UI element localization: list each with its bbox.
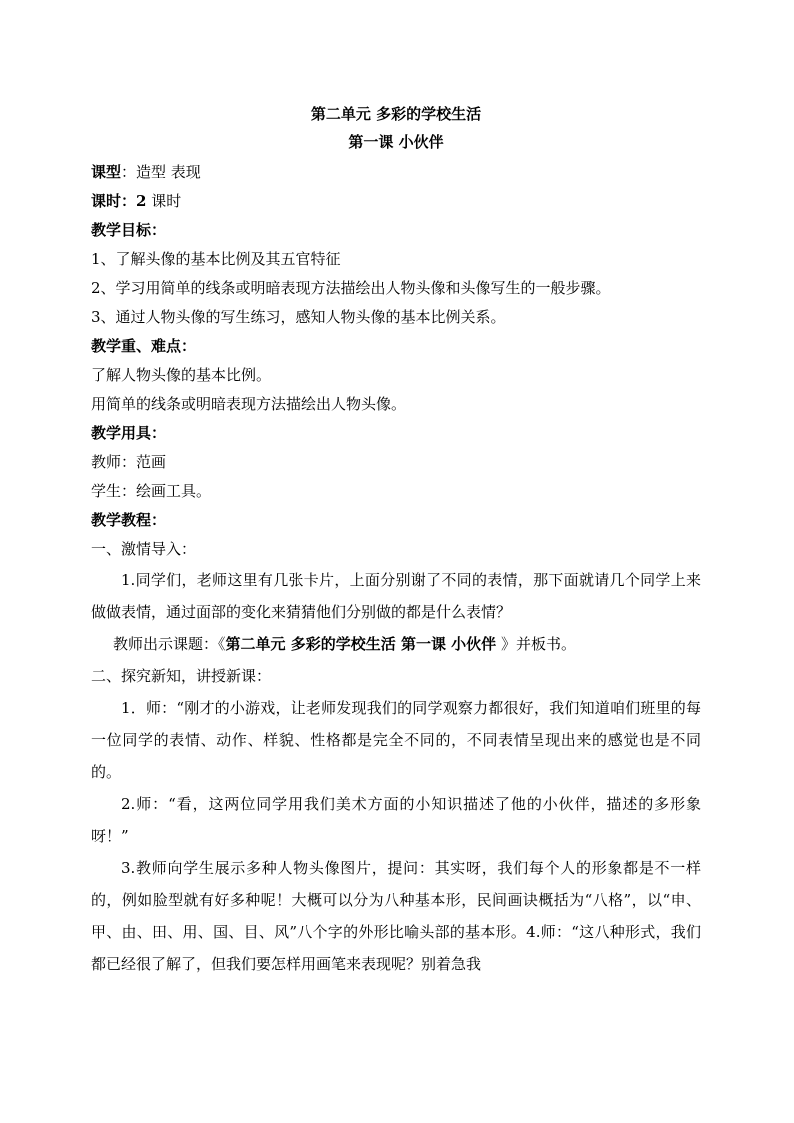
- paragraph: 2.师：“看，这两位同学用我们美术方面的小知识描述了他的小伙伴，描述的多形象呀！”: [91, 795, 701, 845]
- goal-item: 3、通过人物头像的写生练习，感知人物头像的基本比例关系。: [91, 308, 506, 326]
- paragraph: 1.同学们，老师这里有几张卡片，上面分别谢了不同的表情，那下面就请几个同学上来做做表情，通过面部的变化来猜猜他们分别做的都是什么表情？: [91, 571, 701, 621]
- topic-suffix: 》并板书。: [496, 635, 576, 653]
- lesson-hours-unit: 课时: [146, 192, 182, 210]
- goals-heading: 教学目标：: [91, 221, 167, 239]
- key-points-heading: 教学重、难点：: [91, 337, 197, 355]
- paragraph: 1．师：“刚才的小游戏，让老师发现我们的同学观察力都很好，我们知道咱们班里的每一位同学的表情、动作、样貌、性格都是完全不同的，不同表情呈现出来的感觉也是不同的。: [91, 699, 701, 781]
- section-heading: 一、激情导入：: [91, 540, 197, 558]
- lesson-hours: [91, 187, 701, 216]
- tool-item: 教师：范画: [91, 453, 167, 471]
- key-point-item: 用简单的线条或明暗表现方法描绘出人物头像。: [91, 395, 407, 413]
- lesson-title: 第一课 小伙伴: [348, 133, 444, 151]
- lesson-hours-number: 2: [136, 192, 147, 210]
- lesson-hours-label: 课时：: [91, 192, 137, 210]
- goal-item: 2、学习用简单的线条或明暗表现方法描绘出人物头像和头像写生的一般步骤。: [91, 279, 611, 297]
- paragraph: 3.教师向学生展示多种人物头像图片，提问：其实呀，我们每个人的形象都是不一样的，例如脸型就有好多种呢！大概可以分为八种基本形，民间画诀概括为“八格”，以“申、甲、由、田、用、国、目、风”八个字的外形比喻头部的基本形。4.师：“这八种形式，我们都已经很了解了，但我们要怎样用画笔来表现呢？别着急我: [91, 859, 701, 973]
- lesson-type-label: 课型: [91, 163, 122, 181]
- lesson-type-value: ：造型 表现: [121, 163, 201, 181]
- process-heading: 教学教程：: [91, 511, 167, 529]
- tool-item: 学生：绘画工具。: [91, 482, 212, 500]
- key-point-item: 了解人物头像的基本比例。: [91, 366, 272, 384]
- unit-title: 第二单元 多彩的学校生活: [310, 105, 482, 123]
- document-body: [91, 100, 701, 980]
- goal-item: 1、了解头像的基本比例及其五官特征: [91, 250, 341, 268]
- topic-prefix: 教师出示课题：《: [113, 635, 226, 653]
- paragraph-topic: [91, 628, 701, 660]
- lesson-type: [91, 158, 701, 187]
- topic-title: 第二单元 多彩的学校生活 第一课 小伙伴: [225, 635, 497, 653]
- tools-heading: 教学用具：: [91, 424, 167, 442]
- section-heading: 二、探究新知，讲授新课：: [91, 667, 272, 685]
